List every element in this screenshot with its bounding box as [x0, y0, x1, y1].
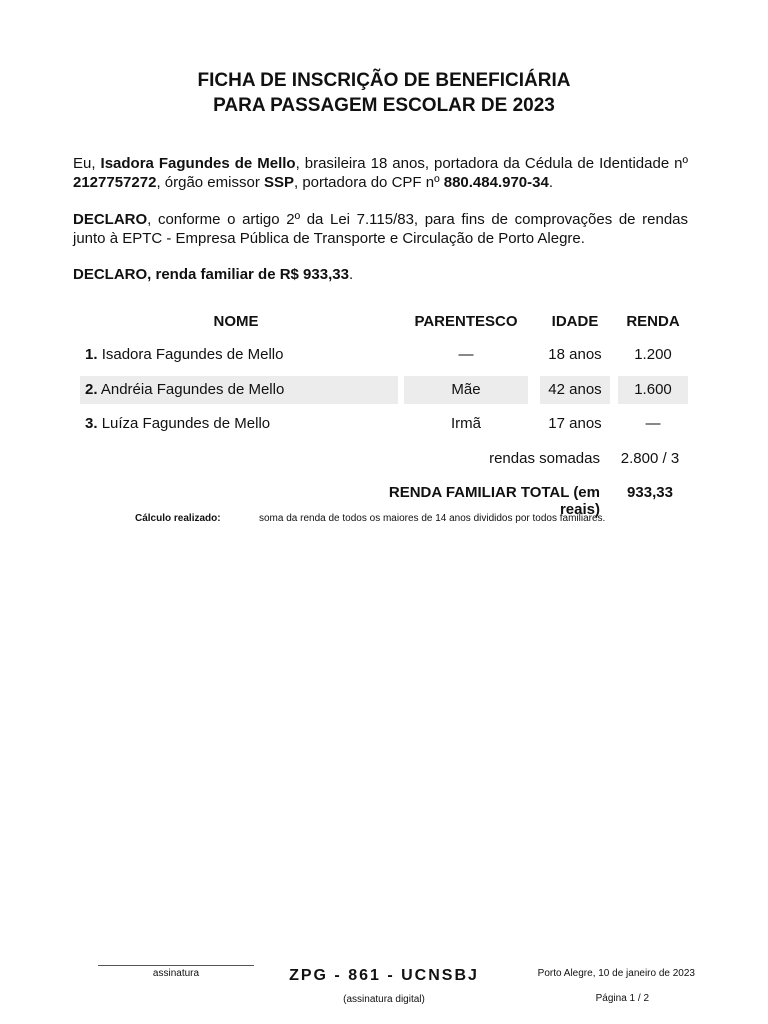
- income-statement-end: .: [348, 266, 354, 283]
- declaration-text: , conforme o artigo 2º da Lei 7.115/83, para fins de comprovações de rendas junto à EPTC - Empresa Pública de Transporte e Circulação de Porto Alegre.: [73, 211, 688, 247]
- row-number: 2.: [85, 381, 98, 398]
- page-number: Página 1 / 2: [595, 993, 649, 1004]
- declaration-word: DECLARO: [73, 211, 148, 228]
- sum-label: rendas somadas: [489, 450, 600, 467]
- digital-signature-label: (assinatura digital): [343, 994, 425, 1005]
- header-age: IDADE: [551, 313, 599, 330]
- calc-label: Cálculo realizado:: [135, 513, 221, 524]
- table-row-3-age: 17 anos: [548, 415, 602, 432]
- member-name: Isadora Fagundes de Mello: [101, 346, 284, 363]
- title-line-1: FICHA DE INSCRIÇÃO DE BENEFICIÁRIA: [197, 70, 571, 91]
- intro-text: , órgão emissor: [156, 174, 264, 191]
- calc-text: soma da renda de todos os maiores de 14 anos divididos por todos familiares.: [259, 513, 606, 524]
- table-row-1-age: 18 anos: [548, 346, 602, 363]
- header-income: RENDA: [626, 313, 680, 330]
- table-row-2-income: 1.600: [618, 376, 688, 404]
- income-statement: [73, 265, 688, 284]
- table-row-3-relation: Irmã: [451, 415, 481, 432]
- table-row-1-income: 1.200: [634, 346, 672, 363]
- member-name: Luíza Fagundes de Mello: [101, 415, 271, 432]
- place-date: Porto Alegre, 10 de janeiro de 2023: [537, 968, 695, 979]
- table-row-2-age: 42 anos: [540, 376, 610, 404]
- header-relation: PARENTESCO: [414, 313, 518, 330]
- table-row-2-relation: Mãe: [404, 376, 528, 404]
- table-row-1-relation: —: [458, 346, 474, 363]
- table-row-3-income: —: [645, 415, 661, 432]
- signature-line: [98, 965, 254, 966]
- sum-value: 2.800 / 3: [620, 450, 680, 467]
- table-row-2-name: [80, 376, 398, 404]
- header-name: NOME: [213, 313, 259, 330]
- document-title: [0, 68, 768, 118]
- beneficiary-name: Isadora Fagundes de Mello: [100, 155, 296, 172]
- total-value: 933,33: [627, 484, 673, 501]
- intro-text: .: [548, 174, 554, 191]
- intro-paragraph: [73, 154, 688, 192]
- issuer: SSP: [263, 174, 294, 191]
- intro-text: Eu,: [73, 155, 101, 172]
- intro-text: , brasileira 18 anos, portadora da Cédula de Identidade nº: [295, 155, 688, 172]
- table-row-3-name: [80, 410, 398, 438]
- row-number: 1.: [85, 346, 98, 363]
- row-number: 3.: [85, 415, 98, 432]
- title-line-2: PARA PASSAGEM ESCOLAR DE 2023: [213, 95, 555, 116]
- cpf-number: 880.484.970-34: [443, 174, 549, 191]
- table-row-1-name: [80, 341, 398, 369]
- signature-label: assinatura: [152, 968, 200, 979]
- verification-code: ZPG - 861 - UCNSBJ: [289, 967, 479, 984]
- total-label: RENDA FAMILIAR TOTAL (em reais): [388, 484, 600, 518]
- declaration-paragraph: [73, 210, 688, 248]
- intro-text: , portadora do CPF nº: [294, 174, 444, 191]
- rg-number: 2127757272: [73, 174, 157, 191]
- member-name: Andréia Fagundes de Mello: [100, 381, 285, 398]
- income-statement-bold: DECLARO, renda familiar de R$ 933,33: [73, 266, 349, 283]
